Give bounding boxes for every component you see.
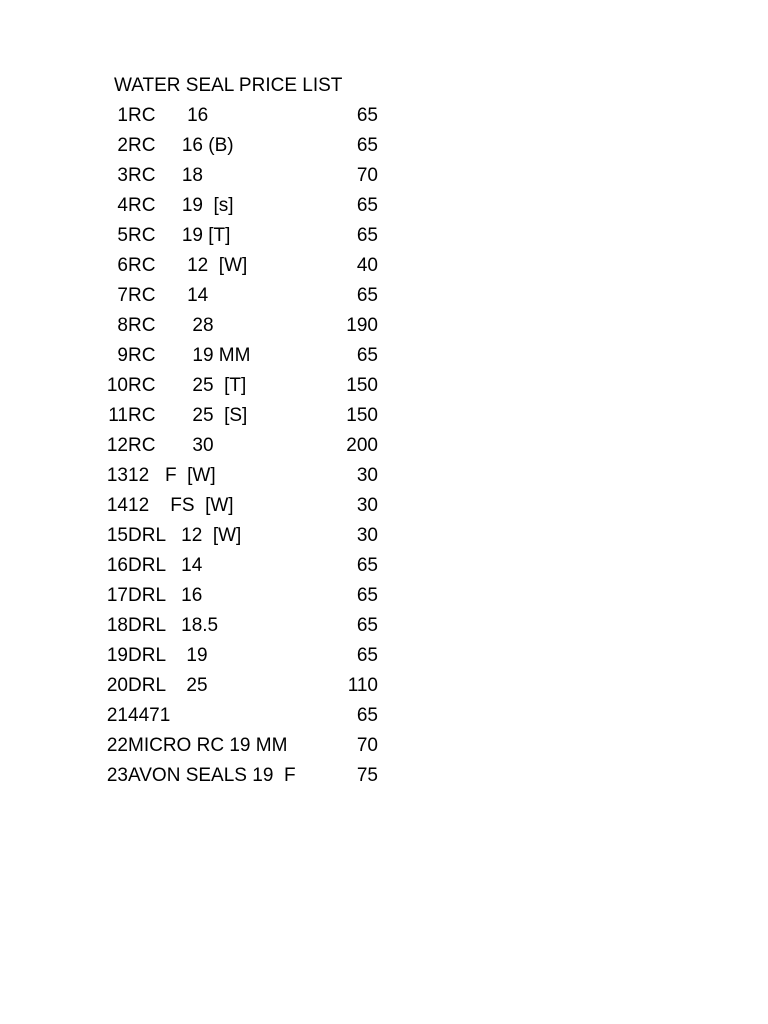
row-number: 4 bbox=[117, 195, 128, 216]
item-description: DRL 25 bbox=[128, 675, 208, 696]
table-row bbox=[0, 641, 768, 671]
table-row bbox=[0, 671, 768, 701]
item-description: DRL 16 bbox=[128, 585, 203, 606]
row-number: 3 bbox=[117, 165, 128, 186]
table-row bbox=[0, 281, 768, 311]
row-number: 15 bbox=[106, 525, 128, 546]
table-row bbox=[0, 311, 768, 341]
table-row bbox=[0, 131, 768, 161]
item-price: 65 bbox=[356, 285, 378, 306]
item-description: RC 25 [S] bbox=[128, 405, 248, 426]
item-description: RC 19 [s] bbox=[128, 195, 234, 216]
row-number: 23 bbox=[106, 765, 128, 786]
item-price: 190 bbox=[346, 315, 378, 336]
item-description: RC 19 MM bbox=[128, 345, 251, 366]
item-price: 65 bbox=[356, 225, 378, 246]
item-description: RC 14 bbox=[128, 285, 209, 306]
item-description: DRL 19 bbox=[128, 645, 208, 666]
item-description: DRL 12 [W] bbox=[128, 525, 242, 546]
item-price: 65 bbox=[356, 195, 378, 216]
table-row bbox=[0, 221, 768, 251]
item-price: 65 bbox=[356, 105, 378, 126]
item-price: 40 bbox=[356, 255, 378, 276]
table-row bbox=[0, 491, 768, 521]
row-number: 2 bbox=[117, 135, 128, 156]
item-description: 12 F [W] bbox=[128, 465, 216, 486]
item-description: RC 16 bbox=[128, 105, 209, 126]
item-price: 30 bbox=[356, 495, 378, 516]
row-number: 18 bbox=[106, 615, 128, 636]
item-description: RC 18 bbox=[128, 165, 203, 186]
item-price: 30 bbox=[356, 525, 378, 546]
row-number: 1 bbox=[117, 105, 128, 126]
item-price: 65 bbox=[356, 705, 378, 726]
table-row bbox=[0, 251, 768, 281]
item-price: 75 bbox=[356, 765, 378, 786]
item-price: 30 bbox=[356, 465, 378, 486]
row-number: 14 bbox=[106, 495, 128, 516]
item-description: DRL 18.5 bbox=[128, 615, 219, 636]
row-number: 11 bbox=[108, 405, 128, 426]
row-number: 5 bbox=[117, 225, 128, 246]
row-number: 21 bbox=[106, 705, 128, 726]
table-row bbox=[0, 731, 768, 761]
item-price: 65 bbox=[356, 585, 378, 606]
table-row bbox=[0, 371, 768, 401]
item-description: MICRO RC 19 MM bbox=[128, 735, 288, 756]
table-row bbox=[0, 341, 768, 371]
item-price: 150 bbox=[346, 405, 378, 426]
item-description: RC 19 [T] bbox=[128, 225, 231, 246]
row-number: 7 bbox=[117, 285, 128, 306]
item-description: RC 28 bbox=[128, 315, 214, 336]
item-description: 4471 bbox=[128, 705, 171, 726]
table-row bbox=[0, 101, 768, 131]
item-description: RC 16 (B) bbox=[128, 135, 234, 156]
table-row bbox=[0, 461, 768, 491]
row-number: 8 bbox=[117, 315, 128, 336]
table-row bbox=[0, 521, 768, 551]
row-number: 22 bbox=[106, 735, 128, 756]
table-row bbox=[0, 581, 768, 611]
table-row bbox=[0, 401, 768, 431]
item-price: 65 bbox=[356, 615, 378, 636]
table-row bbox=[0, 161, 768, 191]
item-description: RC 25 [T] bbox=[128, 375, 247, 396]
table-row bbox=[0, 611, 768, 641]
table-row bbox=[0, 701, 768, 731]
item-price: 70 bbox=[356, 735, 378, 756]
item-price: 65 bbox=[356, 645, 378, 666]
item-description: 12 FS [W] bbox=[128, 495, 234, 516]
sheet-title: WATER SEAL PRICE LIST bbox=[114, 75, 343, 96]
row-number: 17 bbox=[106, 585, 128, 606]
item-price: 200 bbox=[346, 435, 378, 456]
table-row bbox=[0, 191, 768, 221]
table-row bbox=[0, 551, 768, 581]
item-price: 110 bbox=[347, 675, 378, 696]
item-price: 70 bbox=[356, 165, 378, 186]
item-price: 65 bbox=[356, 555, 378, 576]
table-row bbox=[0, 761, 768, 791]
item-description: RC 12 [W] bbox=[128, 255, 248, 276]
row-number: 20 bbox=[106, 675, 128, 696]
row-number: 13 bbox=[106, 465, 128, 486]
item-description: DRL 14 bbox=[128, 555, 203, 576]
row-number: 9 bbox=[117, 345, 128, 366]
item-price: 150 bbox=[346, 375, 378, 396]
item-description: AVON SEALS 19 F bbox=[128, 765, 296, 786]
item-description: RC 30 bbox=[128, 435, 214, 456]
row-number: 12 bbox=[106, 435, 128, 456]
row-number: 6 bbox=[117, 255, 128, 276]
price-list-rows bbox=[0, 101, 768, 791]
item-price: 65 bbox=[356, 345, 378, 366]
item-price: 65 bbox=[356, 135, 378, 156]
row-number: 16 bbox=[106, 555, 128, 576]
table-row bbox=[0, 431, 768, 461]
row-number: 10 bbox=[106, 375, 128, 396]
row-number: 19 bbox=[106, 645, 128, 666]
